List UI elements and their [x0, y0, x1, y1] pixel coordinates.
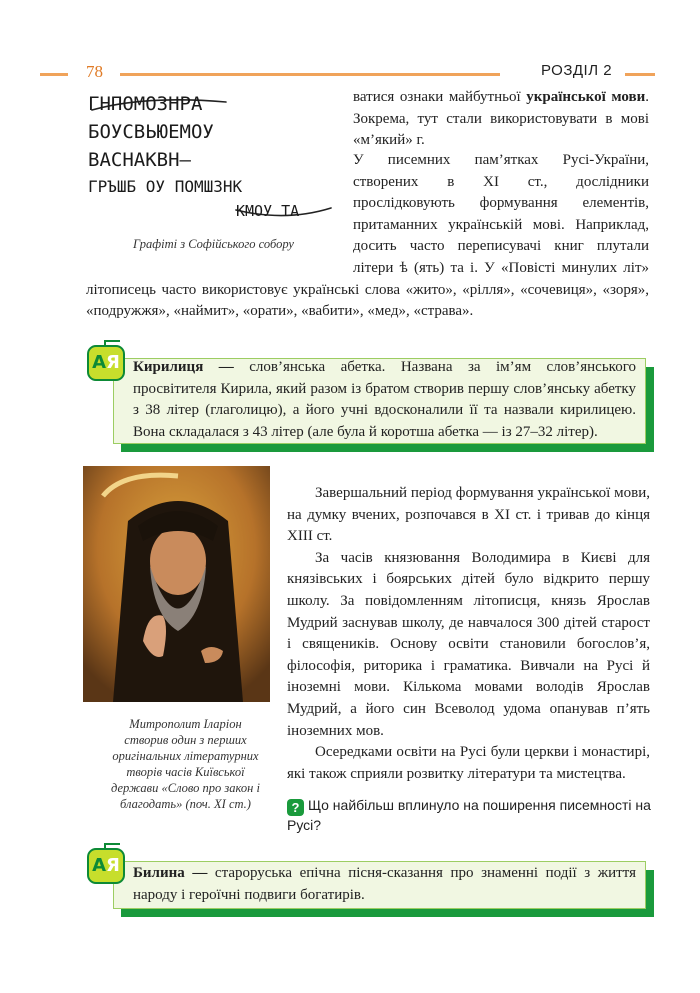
- definition-2-badge-icon: АЯ: [87, 848, 125, 884]
- section-title: РОЗДІЛ 2: [541, 62, 613, 79]
- definition-1-badge-icon: АЯ: [87, 345, 125, 381]
- portrait-caption: Митрополит Іларіон створив один з перших оригінальних літературних творів часів Київської держави «Слово про закон і благодать» (поч. XI ст.): [111, 717, 260, 811]
- graffiti-line-2: БОУСВЬЮЕМОУ: [88, 121, 214, 143]
- graffiti-line-5: КМОУ ТА: [236, 202, 300, 220]
- page-number: 78: [86, 62, 103, 81]
- question-block: [287, 796, 662, 835]
- question-icon: ?: [287, 799, 304, 816]
- definition-1-text: Кирилиця — слов’янська абетка. Названа за ім’ям слов’янського просвітителя Кирила, який разом із братом створив першу слов’янську абетку з 38 літер (глаголицю), а його учні вдосконалили її та назвали кирилицею. Вона складалася з 43 літер (але була й коротша абетка — із 27–32 літер).: [133, 359, 636, 440]
- intro-paragraph-2: У писемних пам’ятках Русі-України, створених в XI ст., дослідники прослідковують формування елементів, притаманних українській мові. Наприклад, досить часто переписувачі книг плутали літери ѣ (ять) та і. У «Повісті минулих літ» літописець часто використовує українські слова «жито», «рілля», «сочевиця», «зоря», «подружжя», «наймит», «орати», «вабити», «мед», «страва».: [86, 152, 649, 320]
- graffiti-line-3: ВАСНАКВН—: [88, 149, 191, 171]
- graffiti-line-1: ГНПОМОЗНРА: [88, 93, 203, 115]
- main-paragraph-1: Завершальний період формування української мови, на думку вчених, розпочався в XI ст. і тривав до кінця XIII ст.: [287, 485, 650, 545]
- graffiti-line-4: ГРЪШБ ОУ ПОМШЗНК: [88, 177, 243, 196]
- main-text-column: [287, 483, 650, 785]
- question-text: Що найбільш вплинуло на поширення писемності на Русі?: [287, 797, 651, 833]
- header-line-middle: [120, 73, 500, 76]
- definition-1-term: Кирилиця —: [133, 359, 234, 375]
- definition-2-term: Билина —: [133, 865, 208, 881]
- main-paragraph-2: За часів князювання Володимира в Києві для князівських і боярських дітей було відкрито першу школу. За повідомленням літописця, князь Ярослав Мудрий заснував школу, де навчалося 300 дітей старост і священиків. Основу освіти становили богослов’я, філософія, риторика і граматика. Вивчали на Русі й іноземні мови. Кількома мовами володів Ярослав Мудрий, а його син Всеволод удома опанував п’ять іноземних мов.: [287, 549, 650, 739]
- main-paragraph-3: Осередками освіти на Русі були церкви і монастирі, які також сприяли розвитку літератури та мистецтва.: [287, 744, 650, 782]
- definition-2-text: Билина — староруська епічна пісня-сказання про знаменні події з життя народу і героїчні подвиги богатирів.: [133, 865, 636, 903]
- graffiti-caption: Графіті з Софійського собору: [133, 237, 294, 251]
- intro-column: [353, 87, 649, 152]
- header-line-right: [625, 73, 655, 76]
- intro-paragraph-1: ватися ознаки майбутньої української мови. Зокрема, тут стали використовувати в мові «м’який» г.: [353, 89, 649, 149]
- metropolitan-hilarion-portrait: [83, 466, 270, 702]
- header-line-left: [40, 73, 68, 76]
